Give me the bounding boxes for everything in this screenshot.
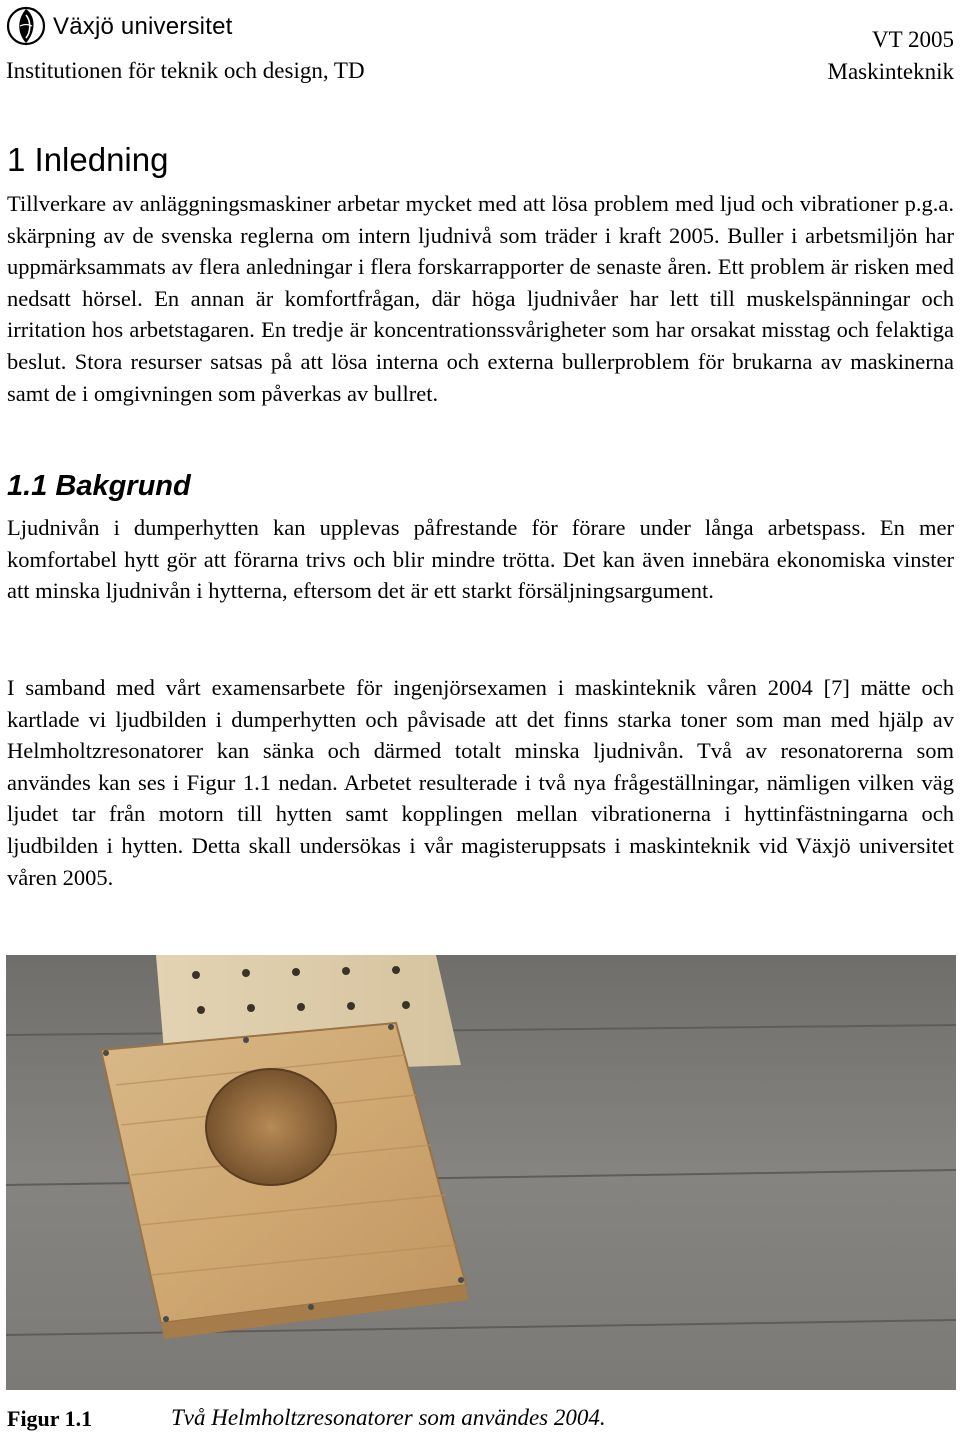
figure-caption: Två Helmholtzresonatorer som användes 2004.: [171, 1405, 606, 1430]
subject-label: Maskinteknik: [827, 59, 954, 84]
header-right: [828, 24, 955, 88]
term-label: VT 2005: [872, 27, 954, 52]
university-name: Växjö universitet: [53, 13, 233, 40]
figure-label: Figur 1.1: [7, 1406, 93, 1431]
subsection-heading: 1.1 Bakgrund: [7, 470, 191, 502]
institution-name: Institutionen för teknik och design, TD: [6, 58, 365, 83]
spiral-leaf-logo-icon: [6, 2, 46, 48]
intro-paragraph: Tillverkare av anläggningsmaskiner arbetar mycket med att lösa problem med ljud och vibrationer p.g.a. skärpning av de svenska reglerna om intern ljudnivå som träder i kraft 2005. Buller i arbetsmiljön har uppmärksammats av flera anledningar i flera forskarrapporter de senaste åren. Ett problem är risken med nedsatt hörsel. En annan är komfortfrågan, där höga ljudnivåer har lett till muskelspänningar och irritation hos arbetstagaren. En tredje är koncentrationssvårigheter som har orsakat misstag och felaktiga beslut. Stora resurser satsas på att lösa interna och externa bullerproblem för brukarna av maskinerna samt de i omgivningen som påverkas av bullret.: [7, 191, 954, 406]
background-paragraph-1: Ljudnivån i dumperhytten kan upplevas påfrestande för förare under långa arbetspass. En mer komfortabel hytt gör att förarna trivs och blir mindre trötta. Det kan även innebära ekonomiska vinster att minska ljudnivån i hytterna, eftersom det är ett starkt försäljningsargument.: [7, 515, 954, 604]
background-paragraph-2: I samband med vårt examensarbete för ingenjörsexamen i maskinteknik våren 2004 [7] mätte och kartlade vi ljudbilden i dumperhytten och påvisade att det finns starka toner som man med hjälp av Helmholtzresonatorer kan sänka och därmed totalt minska ljudnivån. Två av resonatorerna som användes kan ses i Figur 1.1 nedan. Arbetet resulterade i två nya frågeställningar, nämligen vilken väg ljudet tar från motorn till hytten samt kopplingen mellan vibrationerna i hyttinfästningarna och ljudbilden i hytten. Detta skall undersökas i vår magisteruppsats i maskinteknik vid Växjö universitet våren 2005.: [7, 675, 954, 890]
section-heading: 1 Inledning: [7, 141, 169, 178]
resonator-photo: [6, 955, 956, 1390]
